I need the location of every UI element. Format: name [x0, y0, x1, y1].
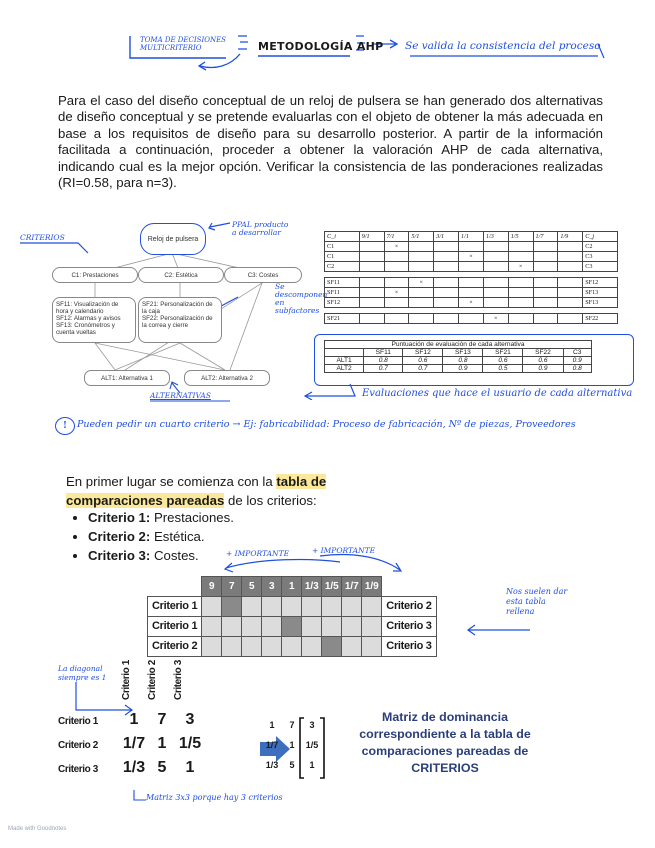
pairwise-cell — [533, 298, 558, 308]
scores-table — [324, 340, 592, 373]
pairwise-left: SF12 — [325, 298, 360, 308]
small-matrix-cell: 1 — [309, 760, 315, 770]
scores-cell: 0.8 — [364, 357, 403, 365]
scores-cell: 0.6 — [403, 357, 443, 365]
importance-left-note: + IMPORTANTE — [226, 549, 290, 558]
criteria-label: Criterio 3: — [88, 548, 151, 563]
pairwise-cell — [533, 252, 558, 262]
pairwise-cell: × — [384, 288, 409, 298]
pairwise-cell — [384, 278, 409, 288]
pairwise-cell — [533, 288, 558, 298]
scale-cell: 7 — [222, 577, 242, 597]
scores-column-header: SF21 — [483, 349, 523, 357]
comparison-cell[interactable] — [262, 616, 282, 636]
pairwise-cell — [409, 262, 434, 272]
intro-highlight-2: comparaciones pareadas — [66, 493, 225, 508]
pairwise-header-cell: 3/1 — [434, 232, 459, 242]
pairwise-cell — [533, 278, 558, 288]
intro-highlight-1: tabla de — [276, 474, 327, 489]
comparison-cell[interactable] — [322, 596, 342, 616]
scale-cell: 1 — [282, 577, 302, 597]
pairwise-left: C1 — [325, 252, 360, 262]
pairwise-right: C3 — [583, 252, 618, 262]
pairwise-cell: × — [459, 252, 484, 262]
pairwise-row — [325, 298, 618, 308]
pairwise-cell — [359, 298, 384, 308]
matrix-cell: 3 — [185, 711, 195, 728]
pairwise-cell — [483, 288, 508, 298]
comparison-cell[interactable] — [242, 636, 262, 656]
comparison-cell[interactable] — [202, 596, 222, 616]
criteria-list-item — [88, 508, 234, 527]
scores-cell: 0.9 — [563, 357, 592, 365]
matrix-row-label: Criterio 2 — [58, 740, 98, 751]
pairwise-cell — [384, 252, 409, 262]
comparison-cell[interactable] — [242, 596, 262, 616]
pairwise-row — [325, 278, 618, 288]
pairwise-cell — [359, 314, 384, 324]
importance-right-note: + IMPORTANTE — [312, 546, 376, 555]
pairwise-cell — [384, 314, 409, 324]
scores-cell: 0.9 — [443, 365, 483, 373]
pairwise-cell — [459, 314, 484, 324]
pairwise-left: C2 — [325, 262, 360, 272]
pairwise-cell — [483, 262, 508, 272]
subcriterion-sf21: SF21: Personalización de la caja — [142, 301, 213, 315]
scores-cell: 0.7 — [403, 365, 443, 373]
scores-column-header: C3 — [563, 349, 592, 357]
alternativas-note: ALTERNATIVAS — [150, 391, 211, 400]
pairwise-header-cell: 1/5 — [508, 232, 533, 242]
eval-note: Evaluaciones que hace el usuario de cada alternativa — [362, 388, 633, 399]
pairwise-cell — [384, 262, 409, 272]
pairwise-cell: × — [483, 314, 508, 324]
pairwise-cell — [558, 298, 583, 308]
comparison-cell[interactable] — [222, 636, 242, 656]
pairwise-cell — [409, 252, 434, 262]
comparison-left-label: Criterio 1 — [148, 596, 202, 616]
comparison-right-label: Criterio 3 — [382, 616, 436, 636]
criteria-list-item — [88, 527, 234, 546]
pairwise-right: SF12 — [583, 278, 618, 288]
pairwise-header-cell: 9/1 — [359, 232, 384, 242]
pairwise-cell — [434, 288, 459, 298]
matrix-cell: 5 — [157, 759, 167, 776]
pairwise-header-cell: 1/7 — [533, 232, 558, 242]
scale-cell: 1/3 — [302, 577, 322, 597]
scores-cell: 0.5 — [483, 365, 523, 373]
small-matrix-cell: 1/5 — [305, 740, 319, 750]
subcriteria-group-2 — [138, 297, 222, 343]
comparison-selected-cell[interactable] — [282, 616, 302, 636]
comparison-cell[interactable] — [362, 596, 382, 616]
pairwise-cell — [508, 314, 533, 324]
pairwise-cell — [483, 252, 508, 262]
scores-column-header: SF12 — [403, 349, 443, 357]
pairwise-cell — [483, 298, 508, 308]
pairwise-cell — [508, 278, 533, 288]
pairwise-cell — [558, 242, 583, 252]
comparison-cell[interactable] — [282, 636, 302, 656]
intro-after: de los criterios: — [228, 493, 317, 508]
pairwise-header-cell: 5/1 — [409, 232, 434, 242]
pairwise-header-cell: 1/1 — [459, 232, 484, 242]
pairwise-cell — [359, 242, 384, 252]
comparison-cell[interactable] — [242, 616, 262, 636]
header-left-note: TOMA DE DECISIONES MULTICRITERIO — [140, 36, 226, 52]
criterion-node-3: C3: Costes — [224, 267, 302, 283]
comparison-cell[interactable] — [362, 616, 382, 636]
matrix-cell: 1/7 — [122, 735, 146, 752]
pairwise-cell — [508, 298, 533, 308]
pairwise-row — [325, 252, 618, 262]
comparison-left-label: Criterio 2 — [148, 636, 202, 656]
matrix-column-label: Criterio 2 — [147, 660, 158, 700]
intro-before: En primer lugar se comienza con la — [66, 474, 273, 489]
matrix-row-label: Criterio 1 — [58, 716, 98, 727]
subcriteria-group-1 — [52, 297, 136, 343]
comparison-cell[interactable] — [262, 596, 282, 616]
scale-cell: 3 — [262, 577, 282, 597]
comparison-selected-cell[interactable] — [222, 596, 242, 616]
matrix-note: Matriz 3x3 porque hay 3 criterios — [146, 793, 283, 802]
criteria-label: Criterio 1: — [88, 510, 151, 525]
pairwise-cell — [558, 252, 583, 262]
comparison-left-label: Criterio 1 — [148, 616, 202, 636]
subcriterion-sf22: SF22: Personalización de la correa y cierre — [142, 315, 213, 329]
scores-cell: 0.9 — [523, 365, 563, 373]
pairwise-cell — [558, 288, 583, 298]
scores-cell: 0.8 — [563, 365, 592, 373]
pairwise-right: SF13 — [583, 288, 618, 298]
pairwise-cell: × — [459, 298, 484, 308]
comparison-cell[interactable] — [262, 636, 282, 656]
pairwise-cell — [459, 242, 484, 252]
pairwise-cell — [483, 242, 508, 252]
comparison-table — [147, 576, 437, 657]
pairwise-cell — [558, 314, 583, 324]
pairwise-cell — [558, 278, 583, 288]
comparison-cell[interactable] — [342, 636, 362, 656]
comparison-cell[interactable] — [342, 596, 362, 616]
scores-column-header: SF11 — [364, 349, 403, 357]
matrix-cell: 1 — [157, 735, 167, 752]
criterion-node-1: C1: Prestaciones — [52, 267, 138, 283]
diagonal-note: La diagonal siempre es 1 — [58, 664, 107, 682]
pairwise-cell: × — [384, 242, 409, 252]
comparison-cell[interactable] — [282, 596, 302, 616]
comparison-cell[interactable] — [202, 616, 222, 636]
pairwise-cell — [434, 298, 459, 308]
criteria-value: Prestaciones. — [153, 510, 234, 525]
matrix-cell: 1/5 — [178, 735, 202, 752]
pairwise-left: C1 — [325, 242, 360, 252]
pairwise-cell — [558, 262, 583, 272]
matrix-cell: 1 — [185, 759, 195, 776]
small-matrix-cell: 7 — [289, 720, 295, 730]
comparison-cell[interactable] — [222, 616, 242, 636]
pairwise-cell — [409, 314, 434, 324]
comparison-cell[interactable] — [322, 616, 342, 636]
criterios-note: CRITERIOS — [20, 233, 65, 242]
scores-cell: 0.8 — [443, 357, 483, 365]
pairwise-right: SF22 — [583, 314, 618, 324]
small-matrix-cell: 1/3 — [265, 760, 279, 770]
pairwise-right: C3 — [583, 262, 618, 272]
criteria-value: Estética. — [153, 529, 205, 544]
pairwise-cell — [483, 278, 508, 288]
comparison-cell[interactable] — [302, 596, 322, 616]
subcriterion-sf11: SF11: Visualización de hora y calendario — [56, 301, 119, 315]
warning-circle-icon: ! — [55, 417, 75, 435]
matrix-caption: Matriz de dominancia correspondiente a la tabla de comparaciones pareadas de CRITERIOS — [359, 710, 531, 775]
matrix-column-label: Criterio 3 — [173, 660, 184, 700]
fourth-criterion-note: Pueden pedir un cuarto criterio → Ej: fabricabilidad: Proceso de fabricación, Nº de piezas, Proveedores — [77, 419, 576, 430]
pairwise-cell — [434, 278, 459, 288]
pairwise-row — [325, 288, 618, 298]
pairwise-header-cell: C_j — [583, 232, 618, 242]
scores-column-header: SF13 — [443, 349, 483, 357]
pairwise-cell — [409, 288, 434, 298]
pairwise-row — [325, 314, 618, 324]
intro-paragraph — [66, 472, 396, 510]
comparison-cell[interactable] — [342, 616, 362, 636]
scores-column-header — [325, 349, 364, 357]
scores-cell: 0.7 — [364, 365, 403, 373]
matrix-row-label: Criterio 3 — [58, 764, 98, 775]
small-matrix-cell: 3 — [309, 720, 315, 730]
pairwise-cell — [359, 278, 384, 288]
matrix-row — [58, 711, 204, 729]
comparison-selected-cell[interactable] — [322, 636, 342, 656]
pairwise-left: SF11 — [325, 288, 360, 298]
scores-cell: 0.6 — [483, 357, 523, 365]
small-matrix-cell: 1 — [289, 740, 295, 750]
comparison-row — [148, 616, 437, 636]
pairwise-cell — [508, 288, 533, 298]
pairwise-cell — [434, 252, 459, 262]
goal-node: Reloj de pulsera — [140, 223, 206, 255]
alternative-node-1: ALT1: Alternativa 1 — [84, 370, 170, 386]
scores-row-name: ALT2 — [325, 365, 364, 373]
scale-cell: 1/9 — [362, 577, 382, 597]
matrix-cell: 1/3 — [122, 759, 146, 776]
alternative-node-2: ALT2: Alternativa 2 — [184, 370, 270, 386]
small-matrix-cell: 1/7 — [265, 740, 279, 750]
matrix-cell: 1 — [129, 711, 139, 728]
scale-cell: 1/5 — [322, 577, 342, 597]
header-right-note: Se valida la consistencia del proceso — [405, 40, 601, 52]
pairwise-cell — [409, 298, 434, 308]
comparison-cell[interactable] — [362, 636, 382, 656]
eval-arrow — [300, 380, 370, 400]
scores-cell: 0.6 — [523, 357, 563, 365]
pairwise-cell — [459, 288, 484, 298]
pairwise-cell — [434, 262, 459, 272]
criterion-node-2: C2: Estética — [138, 267, 224, 283]
pairwise-right: SF13 — [583, 298, 618, 308]
pairwise-row — [325, 242, 618, 252]
scale-cell: 5 — [242, 577, 262, 597]
pairwise-header-row — [325, 232, 618, 242]
comparison-row — [148, 636, 437, 656]
comparison-cell[interactable] — [302, 616, 322, 636]
comparison-cell[interactable] — [202, 636, 222, 656]
pairwise-cell — [434, 242, 459, 252]
scores-row — [325, 357, 592, 365]
pairwise-cell — [533, 262, 558, 272]
comparison-row — [148, 596, 437, 616]
pairwise-cell — [508, 242, 533, 252]
pairwise-left: SF11 — [325, 278, 360, 288]
scores-column-header: SF22 — [523, 349, 563, 357]
comparison-cell[interactable] — [302, 636, 322, 656]
criteria-value: Costes. — [153, 548, 199, 563]
pairwise-cell — [459, 278, 484, 288]
comparison-note: Nos suelen dar esta tabla rellena — [506, 587, 568, 616]
header-title: METODOLOGÍA AHP — [258, 40, 384, 53]
pairwise-cell — [459, 262, 484, 272]
ppal-note: PPAL producto a desarrollar — [232, 220, 289, 237]
criteria-label: Criterio 2: — [88, 529, 151, 544]
matrix-row — [58, 759, 204, 777]
pairwise-cell — [359, 262, 384, 272]
pairwise-right: C2 — [583, 242, 618, 252]
comparison-note-arrow — [460, 620, 540, 640]
comparison-scale-row — [148, 577, 437, 597]
matrix-row — [58, 735, 204, 753]
pairwise-cell: × — [409, 278, 434, 288]
pairwise-template-table — [324, 231, 618, 324]
small-matrix-cell: 1 — [269, 720, 275, 730]
subcriterion-sf12: SF12: Alarmas y avisos — [56, 315, 121, 322]
comparison-right-label: Criterio 3 — [382, 636, 436, 656]
scores-row — [325, 365, 592, 373]
pairwise-cell — [434, 314, 459, 324]
pairwise-cell — [384, 298, 409, 308]
pairwise-cell — [508, 252, 533, 262]
subfactores-note: Se descomponen en subfactores — [275, 282, 328, 315]
pairwise-header-cell: 7/1 — [384, 232, 409, 242]
pairwise-row — [325, 262, 618, 272]
pairwise-cell — [359, 252, 384, 262]
scores-title: Puntuación de evaluación de cada alternativa — [325, 341, 592, 349]
pairwise-cell — [533, 314, 558, 324]
pairwise-header-cell: 1/3 — [483, 232, 508, 242]
pairwise-cell: × — [508, 262, 533, 272]
pairwise-cell — [359, 288, 384, 298]
scale-cell: 9 — [202, 577, 222, 597]
subcriterion-sf13: SF13: Cronómetros y cuenta vueltas — [56, 322, 115, 336]
scale-cell: 1/7 — [342, 577, 362, 597]
problem-text: Para el caso del diseño conceptual de un reloj de pulsera se han generado dos alternativas de diseño conceptual y se pretende evaluarlas con el objeto de obtener la más adecuada en base a los requisitos de diseño para su desarrollo posterior. A partir de la información facilitada a continuación, proceder a obtener la valoración AHP de cada alternativa, indicando cual es la mejor opción. Verificar la consistencia de las ponderaciones realizadas (RI=0.58, para n=3). — [58, 93, 603, 191]
scores-row-name: ALT1 — [325, 357, 364, 365]
pairwise-cell — [409, 242, 434, 252]
pairwise-header-cell: C_i — [325, 232, 360, 242]
small-matrix-cell: 5 — [289, 760, 295, 770]
matrix-column-label: Criterio 1 — [121, 660, 132, 700]
pairwise-header-cell: 1/9 — [558, 232, 583, 242]
comparison-right-label: Criterio 2 — [382, 596, 436, 616]
pairwise-left: SF21 — [325, 314, 360, 324]
footer-watermark: Made with Goodnotes — [8, 826, 67, 832]
pairwise-cell — [533, 242, 558, 252]
matrix-cell: 7 — [157, 711, 167, 728]
